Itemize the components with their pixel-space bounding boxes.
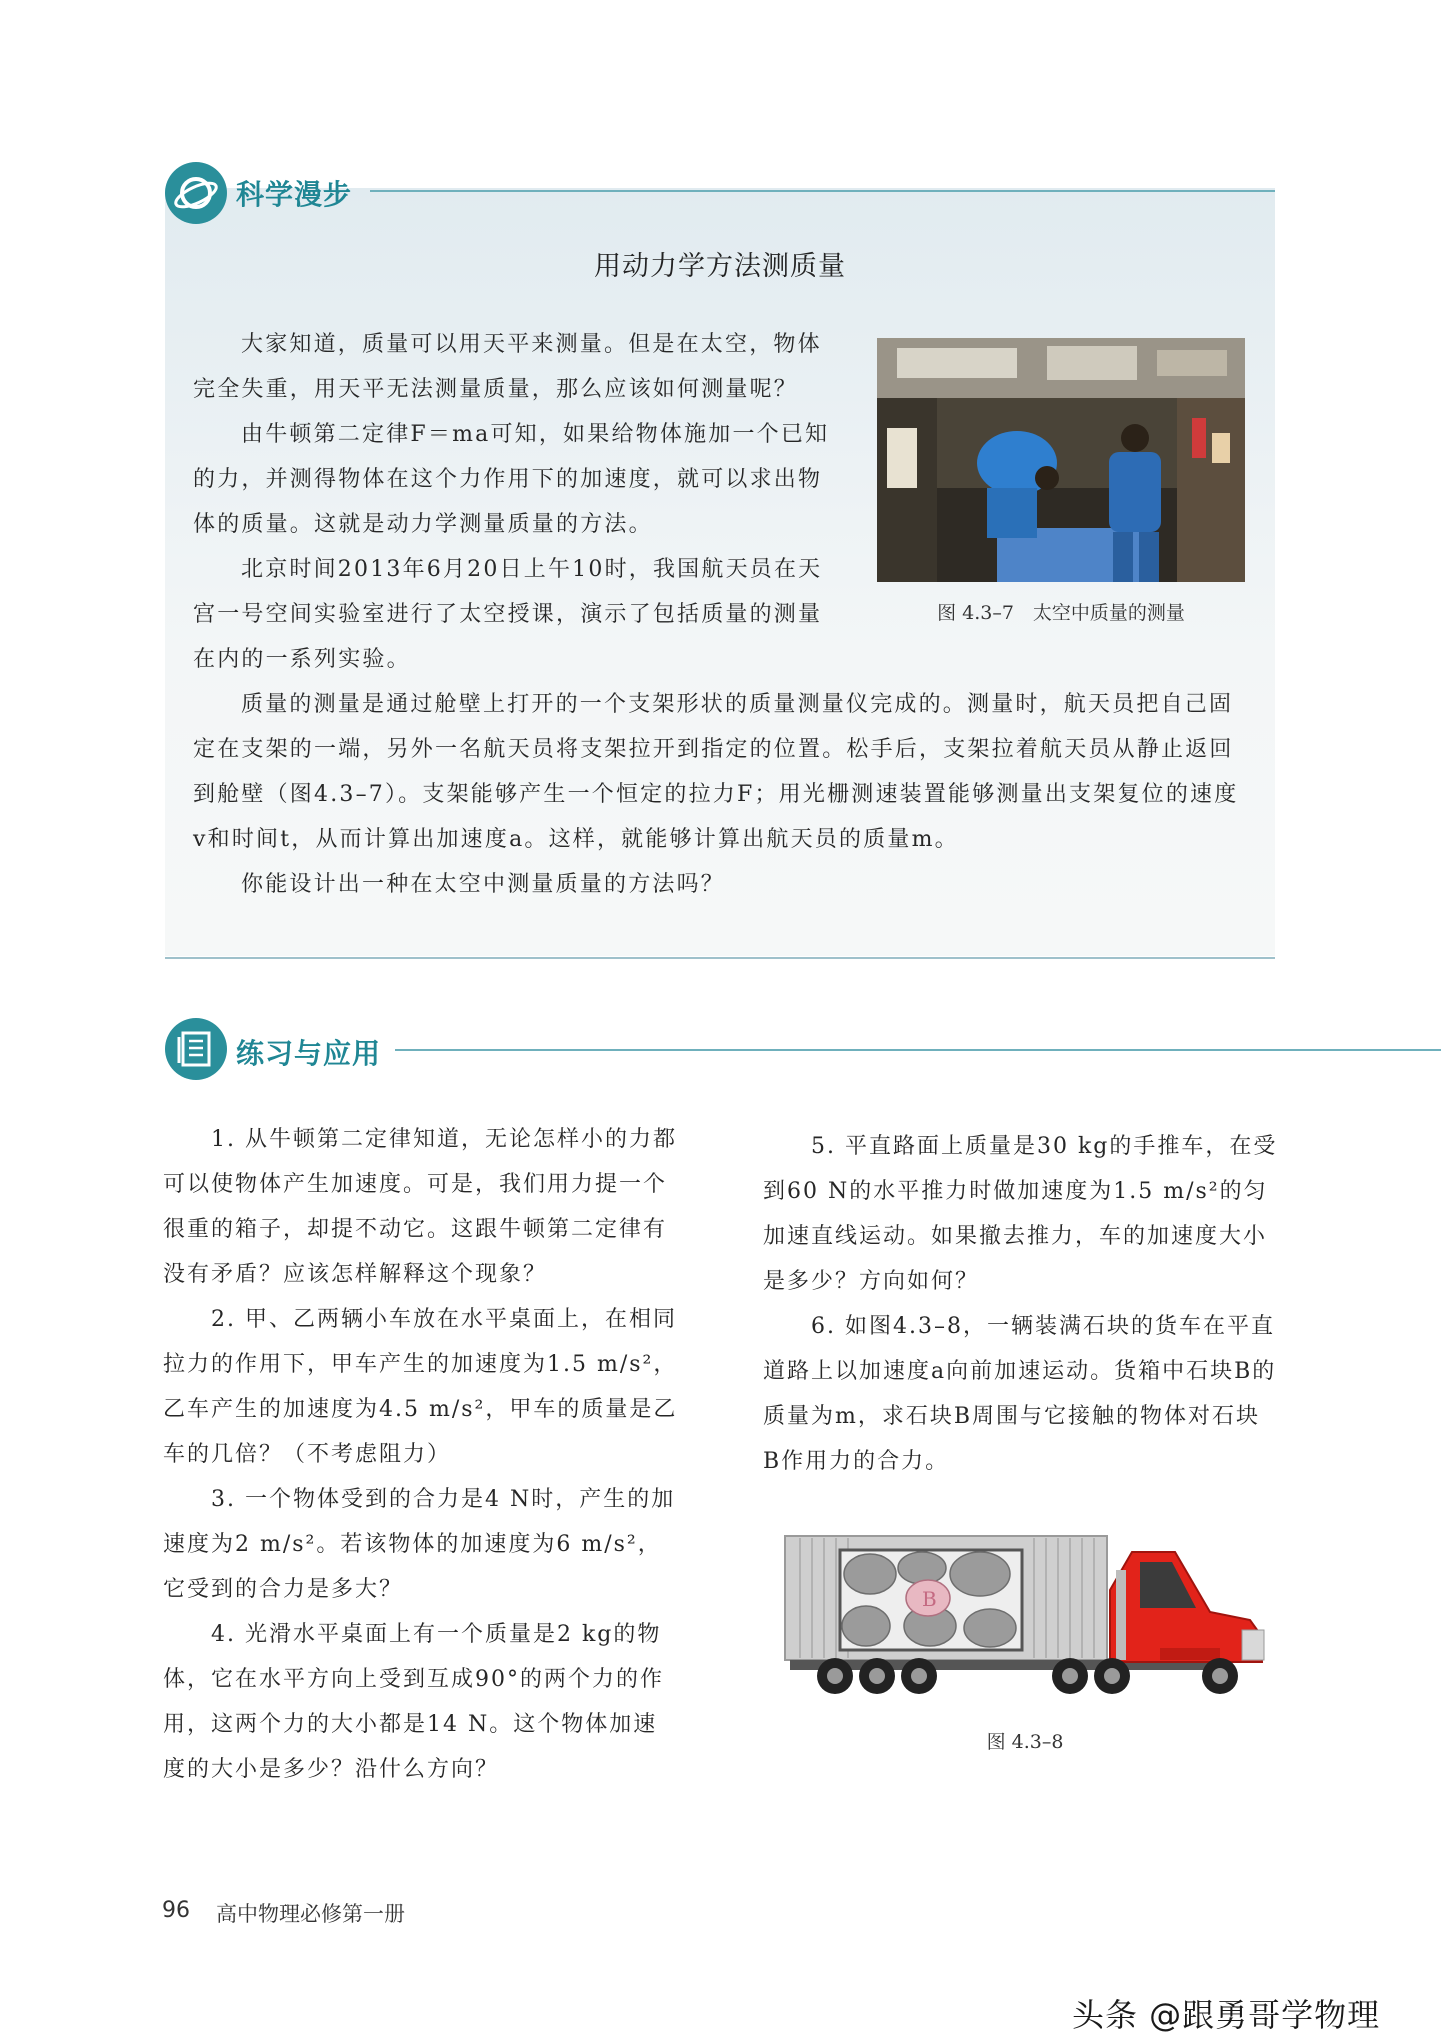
science-heading: 用动力学方法测质量 bbox=[594, 251, 846, 282]
figure-4-3-8-caption: 图 4.3–8 bbox=[986, 1731, 1064, 1753]
science-section-rule bbox=[370, 190, 1275, 192]
exercise-1: 1. 从牛顿第二定律知道，无论怎样小的力都可以使物体产生加速度。可是，我们用力提一个很重的箱子，却提不动它。这跟牛顿第二定律有没有矛盾？应该怎样解释这个现象？ bbox=[163, 1127, 677, 1287]
watermark: 头条 @跟勇哥学物理 bbox=[1072, 1996, 1381, 2034]
exercise-6: 6. 如图4.3–8，一辆装满石块的货车在平直道路上以加速度a向前加速运动。货箱中石块B的质量为m，求石块B周围与它接触的物体对石块B作用力的合力。 bbox=[763, 1314, 1277, 1474]
truck-figure-4-3-8 bbox=[780, 1530, 1270, 1700]
science-paragraph-2: 由牛顿第二定律F＝ma可知，如果给物体施加一个已知的力，并测得物体在这个力作用下的加速度，就可以求出物体的质量。这就是动力学测量质量的方法。 bbox=[193, 422, 830, 537]
exercise-5: 5. 平直路面上质量是30 kg的手推车，在受到60 N的水平推力时做加速度为1.5 m/s²的匀加速直线运动。如果撤去推力，车的加速度大小是多少？方向如何？ bbox=[763, 1134, 1278, 1294]
science-walk-icon bbox=[165, 162, 227, 224]
practice-notebook-icon bbox=[165, 1018, 227, 1080]
book-title: 高中物理必修第一册 bbox=[216, 1902, 405, 1926]
science-paragraph-4: 质量的测量是通过舱壁上打开的一个支架形状的质量测量仪完成的。测量时，航天员把自己固定在支架的一端，另外一名航天员将支架拉开到指定的位置。松手后，支架拉着航天员从静止返回到舱壁（图4.3–7）。支架能够产生一个恒定的拉力F；用光栅测速装置能够测量出支架复位的速度v和时间t，从而计算出加速度a。这样，就能够计算出航天员的质量m。 bbox=[193, 692, 1239, 852]
exercise-4: 4. 光滑水平桌面上有一个质量是2 kg的物体，它在水平方向上受到互成90°的两个力的作用，这两个力的大小都是14 N。这个物体加速度的大小是多少？沿什么方向？ bbox=[163, 1622, 664, 1782]
science-box-bottom-rule bbox=[165, 957, 1275, 959]
science-paragraph-3: 北京时间2013年6月20日上午10时，我国航天员在天宫一号空间实验室进行了太空授课，演示了包括质量的测量在内的一系列实验。 bbox=[193, 557, 823, 672]
rock-b-label: B bbox=[922, 1587, 937, 1611]
exercise-2: 2. 甲、乙两辆小车放在水平桌面上，在相同拉力的作用下，甲车产生的加速度为1.5 m/s²，乙车产生的加速度为4.5 m/s²，甲车的质量是乙车的几倍？（不考虑阻力） bbox=[163, 1307, 678, 1467]
space-mass-measurement-photo bbox=[877, 338, 1245, 582]
science-paragraph-1: 大家知道，质量可以用天平来测量。但是在太空，物体完全失重，用天平无法测量质量，那么应该如何测量呢？ bbox=[193, 332, 822, 402]
practice-section-title: 练习与应用 bbox=[236, 1037, 382, 1070]
science-paragraph-5: 你能设计出一种在太空中测量质量的方法吗？ bbox=[241, 872, 726, 897]
practice-section-rule bbox=[395, 1049, 1441, 1051]
science-section-title: 科学漫步 bbox=[236, 178, 353, 211]
exercise-3: 3. 一个物体受到的合力是4 N时，产生的加速度为2 m/s²。若该物体的加速度为6 m/s²，它受到的合力是多大？ bbox=[163, 1487, 676, 1602]
page-number: 96 bbox=[162, 1898, 190, 1923]
figure-4-3-7-caption: 图 4.3–7 太空中质量的测量 bbox=[937, 602, 1185, 624]
